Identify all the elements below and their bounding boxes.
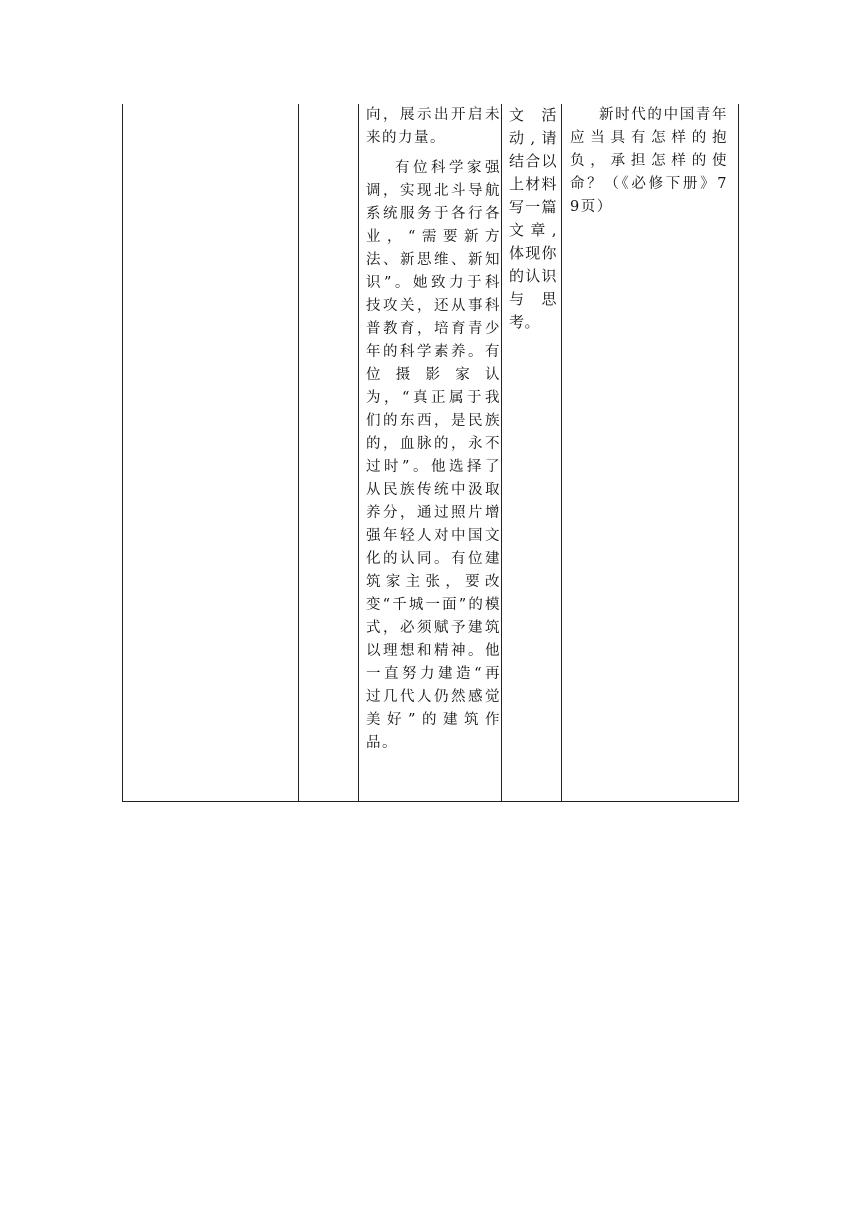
material-paragraph: 有位科学家强调，实现北斗导航系统服务于各行各业，“需要新方法、新思维、新知识”。她致力于科技攻关，还从事科普教育，培育青少年的科学素养。有位摄影家认为，“真正属于我们的东西，是民族的，血脉的，永不过时”。他选择了从民族传统中汲取养分，通过照片增强年轻人对中国文化的认同。有位建筑家主张，要改变“千城一面”的模式，必须赋予建筑以理想和精神。他一直努力建造“再过几代人仍然感觉美好”的建筑作品。: [366, 160, 501, 751]
table-cell-task: [502, 104, 562, 802]
table-cell-col2: [299, 104, 359, 802]
table-row: [123, 104, 739, 802]
table-cell-col1: [123, 104, 299, 802]
task-text: 文活动,请结合以上材料写一篇文章,体现你的认识与思考。: [509, 106, 557, 331]
material-paragraph-continued: 向，展示出开启未来的力量。: [366, 107, 501, 146]
question-text: 新时代的中国青年应当具有怎样的抱负，承担怎样的使命？（《必修下册》79页）: [570, 107, 728, 215]
content-table: [122, 104, 739, 802]
table-cell-material: [359, 104, 502, 802]
table-cell-question: [562, 104, 739, 802]
